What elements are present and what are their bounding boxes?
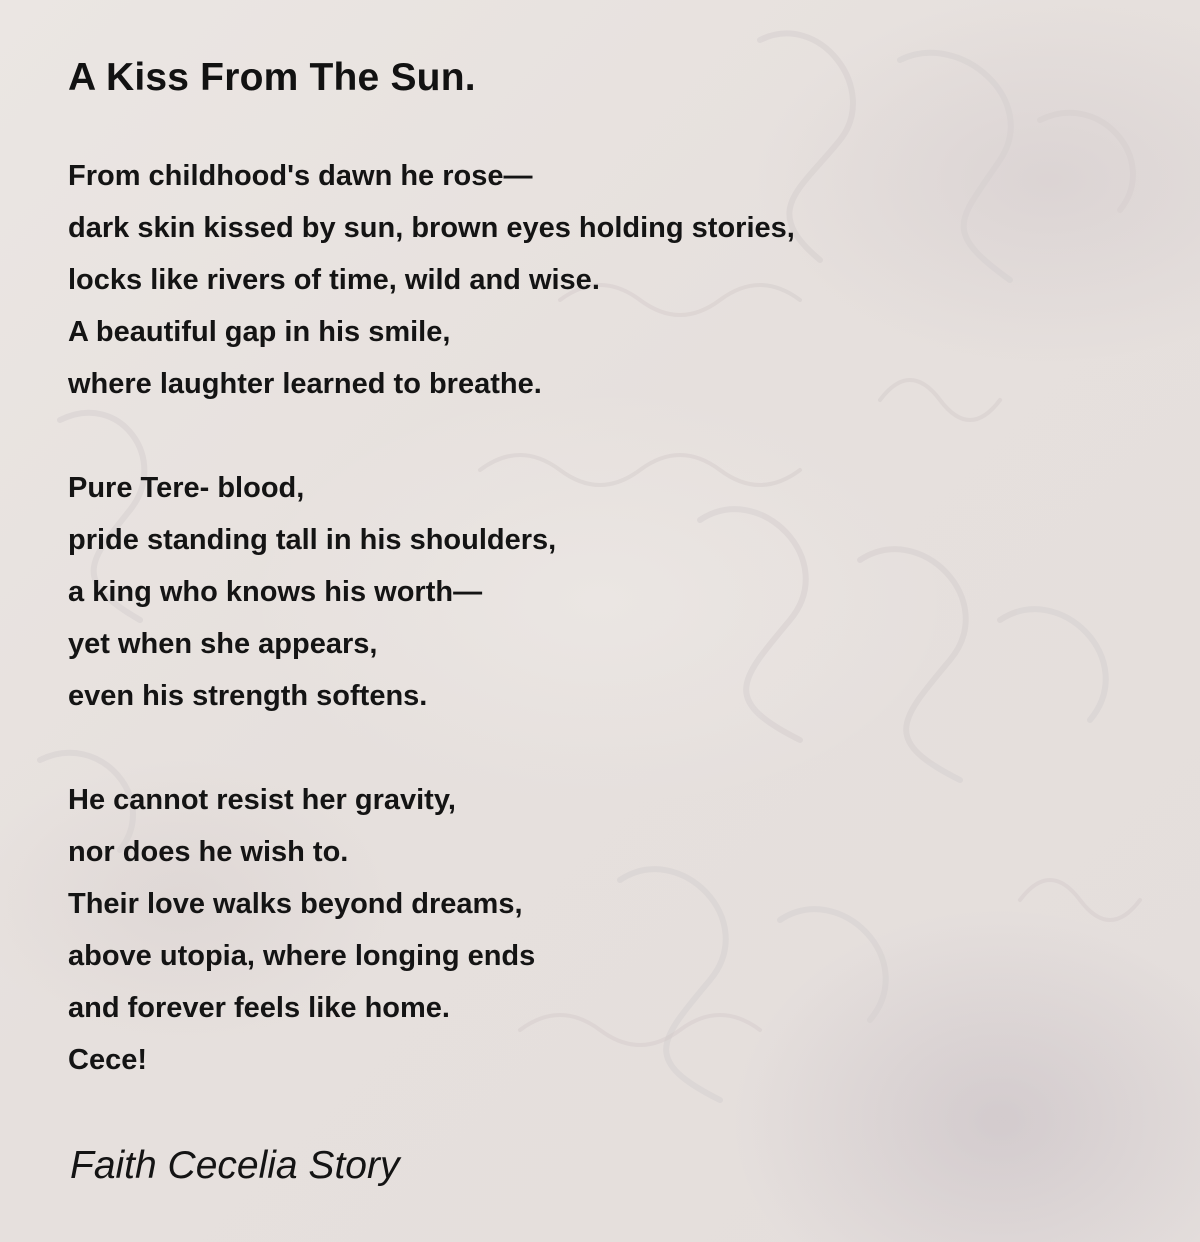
poem-body (68, 150, 1068, 1138)
poem-line: pride standing tall in his shoulders, (68, 524, 557, 556)
stanza-2 (68, 462, 1068, 722)
poem-line: nor does he wish to. (68, 836, 349, 868)
poem-line: even his strength softens. (68, 680, 428, 712)
poem-line: He cannot resist her gravity, (68, 784, 456, 816)
poem-line: dark skin kissed by sun, brown eyes holding stories, (68, 212, 795, 244)
poem-line: From childhood's dawn he rose— (68, 160, 533, 192)
poem-line: Cece! (68, 1044, 147, 1076)
poem-line: Pure Tere- blood, (68, 472, 305, 504)
poem-line: locks like rivers of time, wild and wise. (68, 264, 600, 296)
poem-line: yet when she appears, (68, 628, 378, 660)
author-name: Faith Cecelia Story (70, 1144, 400, 1187)
stanza-1 (68, 150, 1068, 410)
stanza-3 (68, 774, 1068, 1086)
poem-line: Their love walks beyond dreams, (68, 888, 523, 920)
poem-line: where laughter learned to breathe. (68, 368, 542, 400)
poem-line: above utopia, where longing ends (68, 940, 536, 972)
poem-line: a king who knows his worth— (68, 576, 483, 608)
poem-line: and forever feels like home. (68, 992, 450, 1024)
poem-line: A beautiful gap in his smile, (68, 316, 451, 348)
poem-title: A Kiss From The Sun. (68, 56, 476, 99)
